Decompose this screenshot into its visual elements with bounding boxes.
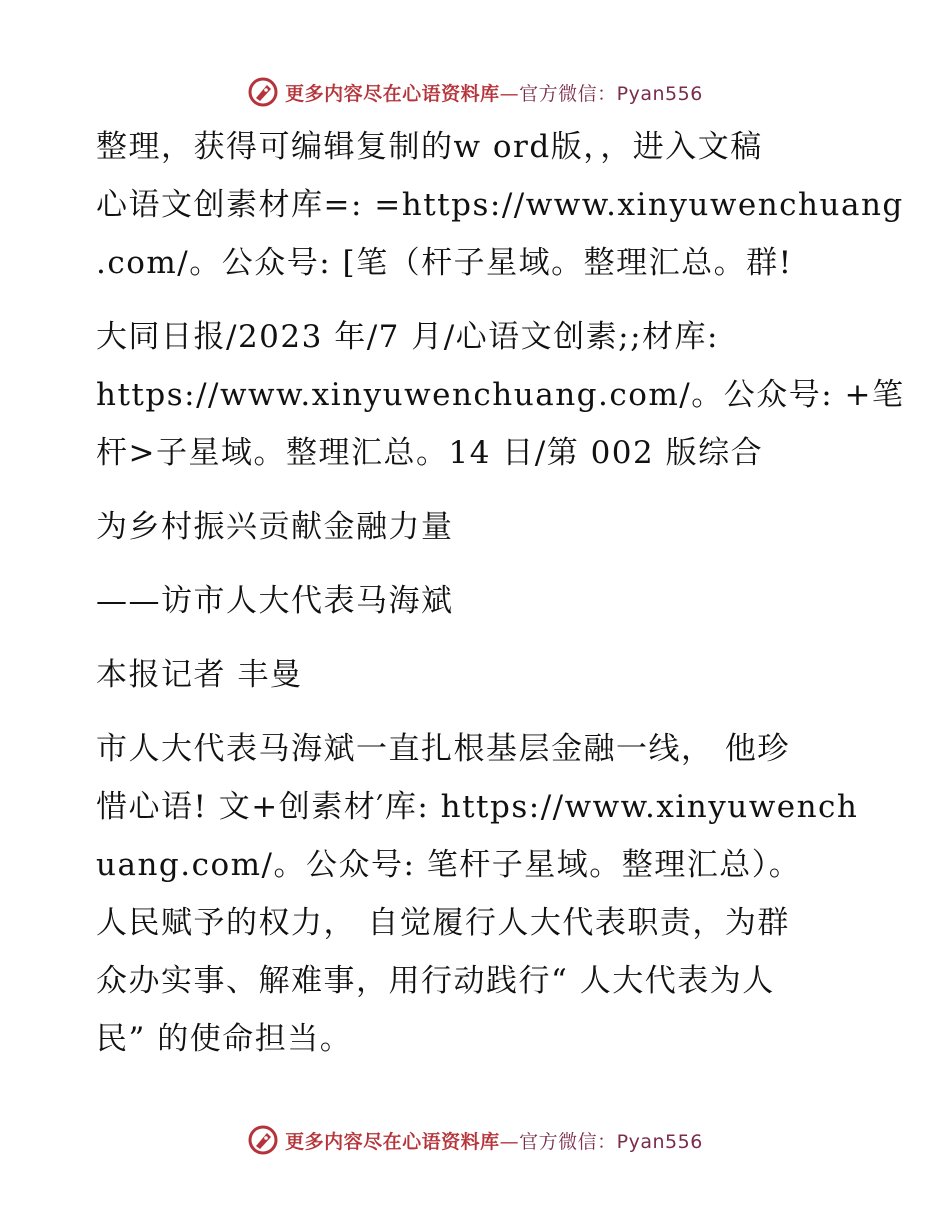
text-line: 大同日报/2023 年/7 月/心语文创素;;材库:: [96, 319, 719, 355]
banner-title: 更多内容尽在心语资料库: [285, 1130, 500, 1153]
text-line: .com/。公众号: [笔（杆子星域。整理汇总。群!: [96, 245, 793, 281]
text-line: 杆>子星域。整理汇总。14 日/第 002 版综合: [96, 435, 764, 471]
banner-dash: —: [499, 82, 520, 105]
footer-watermark-banner: [0, 1120, 950, 1160]
banner-contact: 官方微信：Pyan556: [519, 82, 703, 105]
article-title: [96, 498, 856, 556]
text-line: 众办实事、解难事，用行动践行“ 人大代表为人: [96, 963, 775, 999]
text-line: 心语文创素材库=: =https://www.xinyuwenchuang: [96, 187, 904, 223]
header-watermark-banner: [0, 72, 950, 112]
text-line: ——访市人大代表马海斌: [96, 583, 454, 619]
banner-title: 更多内容尽在心语资料库: [285, 82, 500, 105]
text-line: 本报记者 丰曼: [96, 657, 303, 693]
text-line: 为乡村振兴贡献金融力量: [96, 509, 454, 545]
paragraph-body: [96, 720, 859, 1068]
text-line: https://www.xinyuwenchuang.com/。公众号: +笔: [96, 377, 905, 413]
text-line: uang.com/。公众号: 笔杆子星域。整理汇总）。: [96, 847, 802, 883]
text-line: 惜心语! 文+创素材′库: https://www.xinyuwench: [96, 789, 859, 825]
document-body: [96, 118, 905, 1068]
header-banner-text: [285, 79, 703, 106]
text-line: 人民赋予的权力， 自觉履行人大代表职责，为群: [96, 905, 790, 941]
banner-dash: —: [499, 1130, 520, 1153]
banner-contact: 官方微信：Pyan556: [519, 1130, 703, 1153]
pen-nib-circle-icon: [247, 76, 279, 108]
article-subtitle: [96, 572, 856, 630]
footer-banner-text: [285, 1127, 703, 1154]
text-line: 民” 的使命担当。: [96, 1021, 353, 1057]
text-line: 整理，获得可编辑复制的w ord版，，进入文稿: [96, 129, 763, 165]
paragraph-source: [96, 308, 905, 482]
article-byline: [96, 646, 856, 704]
paragraph-intro: [96, 118, 904, 292]
text-line: 市人大代表马海斌一直扎根基层金融一线， 他珍: [96, 731, 790, 767]
pen-nib-circle-icon: [247, 1124, 279, 1156]
